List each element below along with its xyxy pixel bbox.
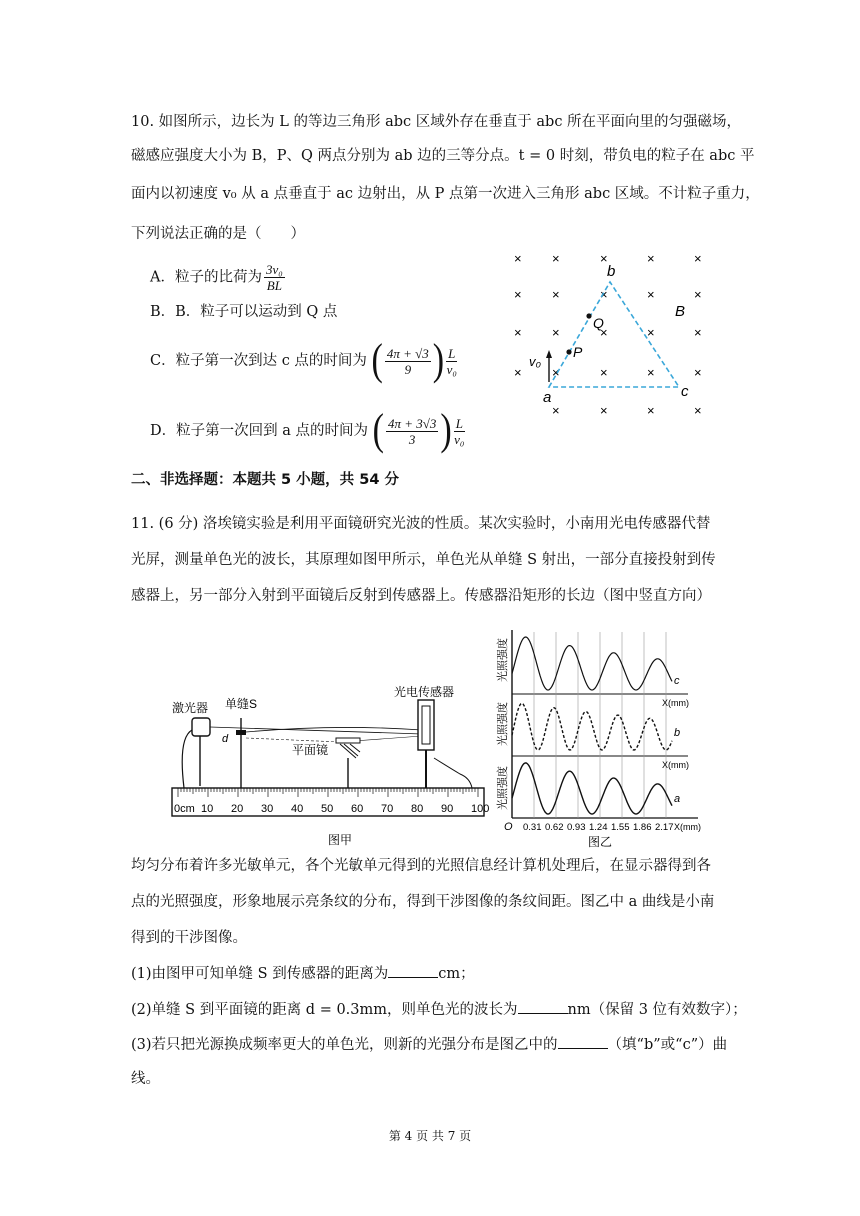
field-cross: × <box>647 365 655 380</box>
answer-blank-1[interactable] <box>388 963 438 978</box>
field-cross: × <box>694 365 702 380</box>
q11-sub1: (1)由图甲可知单缝 S 到传感器的距离为 cm； <box>131 963 475 984</box>
ruler-label: 50 <box>321 803 334 815</box>
field-cross: × <box>600 365 608 380</box>
field-cross: × <box>552 403 560 418</box>
label-laser: 激光器 <box>172 701 209 715</box>
laser-device <box>192 718 210 736</box>
label-c: c <box>681 383 689 400</box>
caption-yi: 图乙 <box>588 835 613 849</box>
ruler-label: 60 <box>351 803 364 815</box>
label-sensor: 光电传感器 <box>394 685 455 699</box>
ruler-label: 20 <box>231 803 244 815</box>
q10-line3: 面内以初速度 v₀ 从 a 点垂直于 ac 边射出，从 P 点第一次进入三角形 abc 区域。不计粒子重力， <box>131 186 760 202</box>
ruler-label: 10 <box>201 803 214 815</box>
q10-option-c: C．粒子第一次到达 c 点的时间为 ( $\frac{4\pi + √3}{9}$ ) $\frac{L}{\text{v₀}}$ <box>150 336 457 385</box>
curve-b <box>512 703 672 750</box>
label-q: Q <box>593 315 604 331</box>
field-cross: × <box>552 325 560 340</box>
q11-line6: 得到的干涉图像。 <box>131 930 247 946</box>
xunit-top: X(mm) <box>662 698 689 708</box>
field-cross: × <box>647 403 655 418</box>
answer-blank-2[interactable] <box>518 999 568 1014</box>
field-cross: × <box>600 251 608 266</box>
field-cross: × <box>694 287 702 302</box>
field-cross: × <box>694 325 702 340</box>
q11-line5: 点的光照强度，形象地展示亮条纹的分布，得到干涉图像的条纹间距。图乙中 a 曲线是小南 <box>131 894 715 910</box>
q10-option-a: A．粒子的比荷为 $\frac{\text{3v₀}}{BL}$ <box>150 262 283 293</box>
page-footer: 第 4 页 共 7 页 <box>388 1129 472 1143</box>
q11-line2: 光屏，测量单色光的波长，其原理如图甲所示，单色光从单缝 S 射出，一部分直接投射到传 <box>131 552 716 568</box>
q11-sub2: (2)单缝 S 到平面镜的距离 d = 0.3mm，则单色光的波长为 nm（保留 3 位有效数字）； <box>131 999 747 1020</box>
curve-label-c: c <box>674 675 680 687</box>
curve-a <box>512 763 672 814</box>
ruler-zero: 0cm <box>174 803 195 815</box>
label-b: b <box>607 263 616 280</box>
x-tick-label: 0.93 <box>567 822 586 833</box>
field-cross: × <box>600 403 608 418</box>
field-cross: × <box>647 325 655 340</box>
curve-label-b: b <box>674 727 681 739</box>
ruler-label: 70 <box>381 803 394 815</box>
curve-c <box>512 637 672 690</box>
x-tick-label: 0.31 <box>523 822 542 833</box>
q10-line1: 10. 如图所示，边长为 L 的等边三角形 abc 区域外存在垂直于 abc 所在平面向里的匀强磁场， <box>131 114 742 130</box>
ruler-label: 100 <box>471 803 490 815</box>
xunit-bottom: X(mm) <box>674 822 701 832</box>
curve-label-a: a <box>674 793 681 805</box>
ruler-label: 90 <box>441 803 454 815</box>
field-cross: × <box>552 287 560 302</box>
magnetic-field-figure <box>505 244 730 424</box>
q11-line3: 感器上，另一部分入射到平面镜后反射到传感器上。传感器沿矩形的长边（图中竖直方向） <box>131 588 711 604</box>
label-p: P <box>573 344 583 360</box>
q10-option-b: B．B．粒子可以运动到 Q 点 <box>150 304 338 320</box>
x-tick-label: 1.24 <box>589 822 608 833</box>
label-d: d <box>222 733 229 745</box>
field-cross: × <box>552 365 560 380</box>
field-cross: × <box>647 251 655 266</box>
ylabel-a: 光照强度 <box>497 766 509 810</box>
field-cross: × <box>514 287 522 302</box>
figure-yi <box>488 628 710 850</box>
section-title: 二、非选择题：本题共 5 小题，共 54 分 <box>131 472 399 488</box>
field-cross: × <box>514 365 522 380</box>
q11-line4: 均匀分布着许多光敏单元，各个光敏单元得到的光照信息经计算机处理后，在显示器得到各 <box>131 858 711 874</box>
origin-label: O <box>504 821 513 833</box>
field-cross: × <box>600 325 608 340</box>
field-cross: × <box>552 251 560 266</box>
ruler-label: 80 <box>411 803 424 815</box>
sensor-device <box>418 700 434 750</box>
q10-option-d: D．粒子第一次回到 a 点的时间为 ( $\frac{4\pi + 3√3}{3}$ ) $\frac{L}{\text{v₀}}$ <box>150 406 465 455</box>
x-tick-label: 1.86 <box>633 822 652 833</box>
label-a: a <box>543 389 552 406</box>
label-mirror: 平面镜 <box>292 743 329 757</box>
velocity-arrowhead <box>546 350 552 358</box>
q11-sub3: (3)若只把光源换成频率更大的单色光，则新的光强分布是图乙中的 （填“b”或“c”）曲 <box>131 1034 727 1055</box>
ruler-label: 30 <box>261 803 274 815</box>
field-cross: × <box>600 287 608 302</box>
caption-jia: 图甲 <box>328 833 353 847</box>
field-cross: × <box>694 251 702 266</box>
label-slit: 单缝S <box>225 697 258 711</box>
x-tick-label: 0.62 <box>545 822 564 833</box>
label-b-field: B <box>675 303 686 320</box>
x-tick-label: 2.17 <box>655 822 674 833</box>
field-cross: × <box>514 325 522 340</box>
answer-blank-3[interactable] <box>558 1034 608 1049</box>
ruler-label: 40 <box>291 803 304 815</box>
field-cross: × <box>647 287 655 302</box>
q11-line1: 11. (6 分) 洛埃镜实验是利用平面镜研究光波的性质。某次实验时，小南用光电传感器代替 <box>131 516 711 532</box>
q11-sub3-end: 线。 <box>131 1071 160 1087</box>
figure-jia <box>160 678 490 848</box>
label-v0: v₀ <box>529 354 541 369</box>
q10-line2: 磁感应强度大小为 B，P、Q 两点分别为 ab 边的三等分点。t = 0 时刻，带负电的粒子在 abc 平 <box>131 148 755 164</box>
q10-line4: 下列说法正确的是（ ） <box>131 226 305 242</box>
x-tick-label: 1.55 <box>611 822 630 833</box>
field-cross: × <box>694 403 702 418</box>
xunit-mid: X(mm) <box>662 760 689 770</box>
field-cross: × <box>514 251 522 266</box>
ylabel-c: 光照强度 <box>497 638 509 682</box>
ylabel-b: 光照强度 <box>497 702 509 746</box>
triangle-abc <box>549 282 679 387</box>
point-p <box>566 349 571 354</box>
point-q <box>586 313 591 318</box>
